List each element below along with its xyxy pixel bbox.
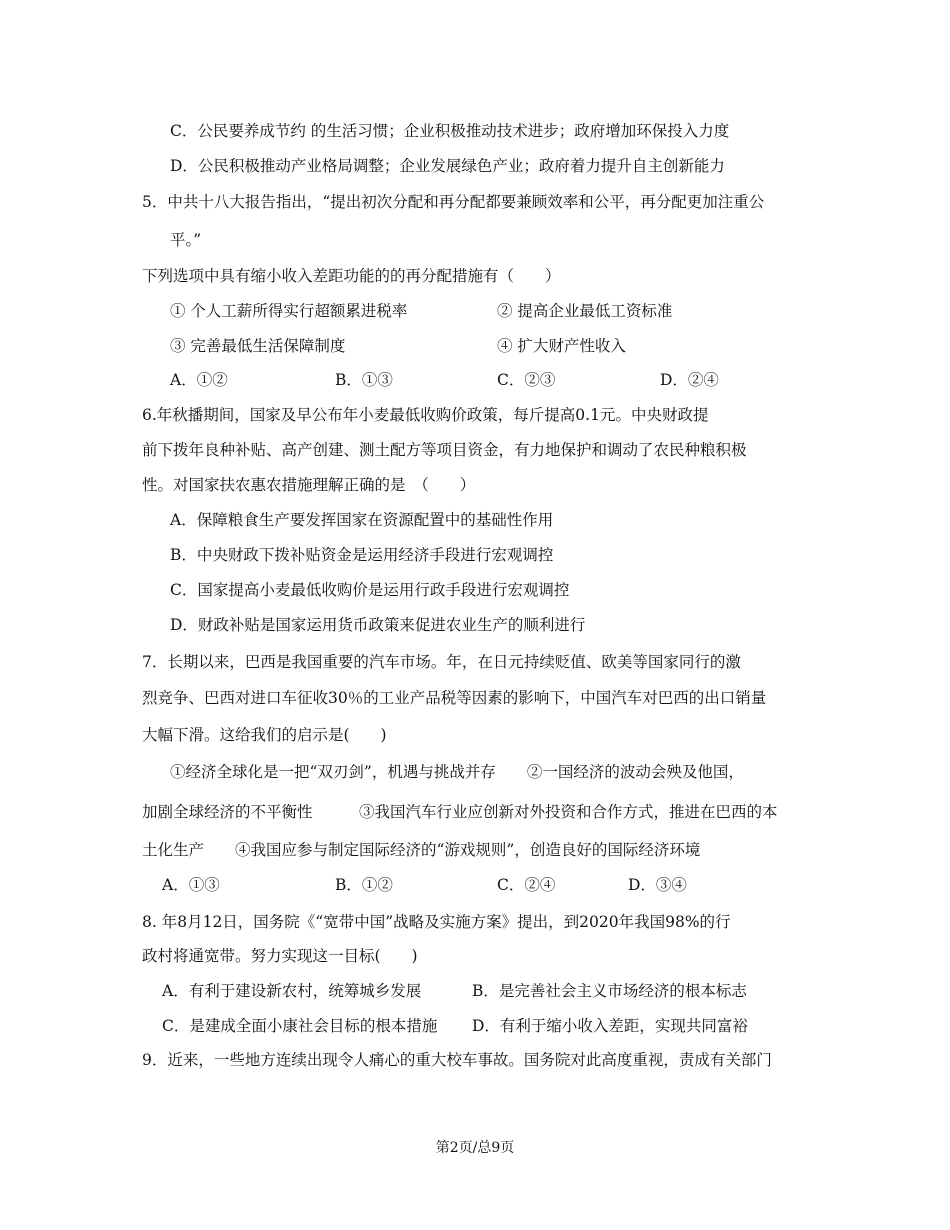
q7-item-line2: 加剧全球经济的不平衡性 ③我国汽车行业应创新对外投资和合作方式，推进在巴西的本 [142,803,778,821]
q5-stem-line2: 平。” [170,231,202,249]
q5-item-3: ③ 完善最低生活保障制度 [170,337,346,355]
q6-option-b: B．中央财政下拨补贴资金是运用经济手段进行宏观调控 [170,546,554,564]
q6-option-d: D．财政补贴是国家运用货币政策来促进农业生产的顺利进行 [170,616,586,634]
q6-option-a: A．保障粮食生产要发挥国家在资源配置中的基础性作用 [170,511,554,529]
q7-stem-line1: 7．长期以来，巴西是我国重要的汽车市场。年，在日元持续贬值、欧美等国家同行的激 [142,653,741,671]
q8-stem-line2: 政村将通宽带。努力实现这一目标( ) [142,947,418,965]
q8-option-b: B．是完善社会主义市场经济的根本标志 [472,982,747,1000]
q5-option-a: A．①② [170,371,228,389]
q7-option-d: D．③④ [628,876,687,894]
q6-stem-line3: 性。对国家扶农惠农措施理解正确的是 （ ） [142,476,476,494]
q5-item-1: ① 个人工薪所得实行超额累进税率 [170,302,408,320]
q5-stem-line1: 5．中共十八大报告指出，“提出初次分配和再分配都要兼顾效率和公平，再分配更加注重公 [142,193,765,211]
q7-option-c: C．②④ [497,876,556,894]
q7-item-line1: ①经济全球化是一把“双刃剑”，机遇与挑战并存 ②一国经济的波动会殃及他国， [170,763,744,781]
q5-stem-line3: 下列选项中具有缩小收入差距功能的的再分配措施有（ ） [142,267,561,285]
q5-option-d: D．②④ [660,371,719,389]
q8-stem-line1: 8. 年8月12日，国务院《“宽带中国”战略及实施方案》提出，到2020年我国98%的行 [142,913,731,931]
q8-option-a: A．有利于建设新农村，统筹城乡发展 [162,982,422,1000]
q5-option-b: B．①③ [335,371,393,389]
q8-option-d: D．有利于缩小收入差距，实现共同富裕 [472,1017,748,1035]
q5-option-c: C．②③ [497,371,556,389]
q7-option-a: A．①③ [162,876,220,894]
q6-stem-line1: 6.年秋播期间，国家及早公布年小麦最低收购价政策，每斤提高0.1元。中央财政提 [142,406,709,424]
q4-option-c: C．公民要养成节约 的生活习惯；企业积极推动技术进步；政府增加环保投入力度 [170,122,730,140]
q7-option-b: B．①② [335,876,393,894]
q7-stem-line3: 大幅下滑。这给我们的启示是( ) [142,726,387,744]
q8-option-c: C．是建成全面小康社会目标的根本措施 [162,1017,438,1035]
q6-option-c: C．国家提高小麦最低收购价是运用行政手段进行宏观调控 [170,581,570,599]
q7-stem-line2: 烈竞争、巴西对进口车征收30％的工业产品税等因素的影响下，中国汽车对巴西的出口销量 [142,689,767,707]
q7-item-line3: 土化生产 ④我国应参与制定国际经济的“游戏规则”，创造良好的国际经济环境 [142,841,701,859]
page-number: 第2页/总9页 [435,1140,515,1156]
q9-stem-line1: 9．近来，一些地方连续出现令人痛心的重大校车事故。国务院对此高度重视，责成有关部门 [142,1051,772,1069]
q4-option-d: D．公民积极推动产业格局调整；企业发展绿色产业；政府着力提升自主创新能力 [170,157,725,175]
q6-stem-line2: 前下拨年良种补贴、高产创建、测土配方等项目资金，有力地保护和调动了农民种粮积极 [142,441,747,459]
q5-item-2: ② 提高企业最低工资标准 [497,302,673,320]
q5-item-4: ④ 扩大财产性收入 [497,337,626,355]
